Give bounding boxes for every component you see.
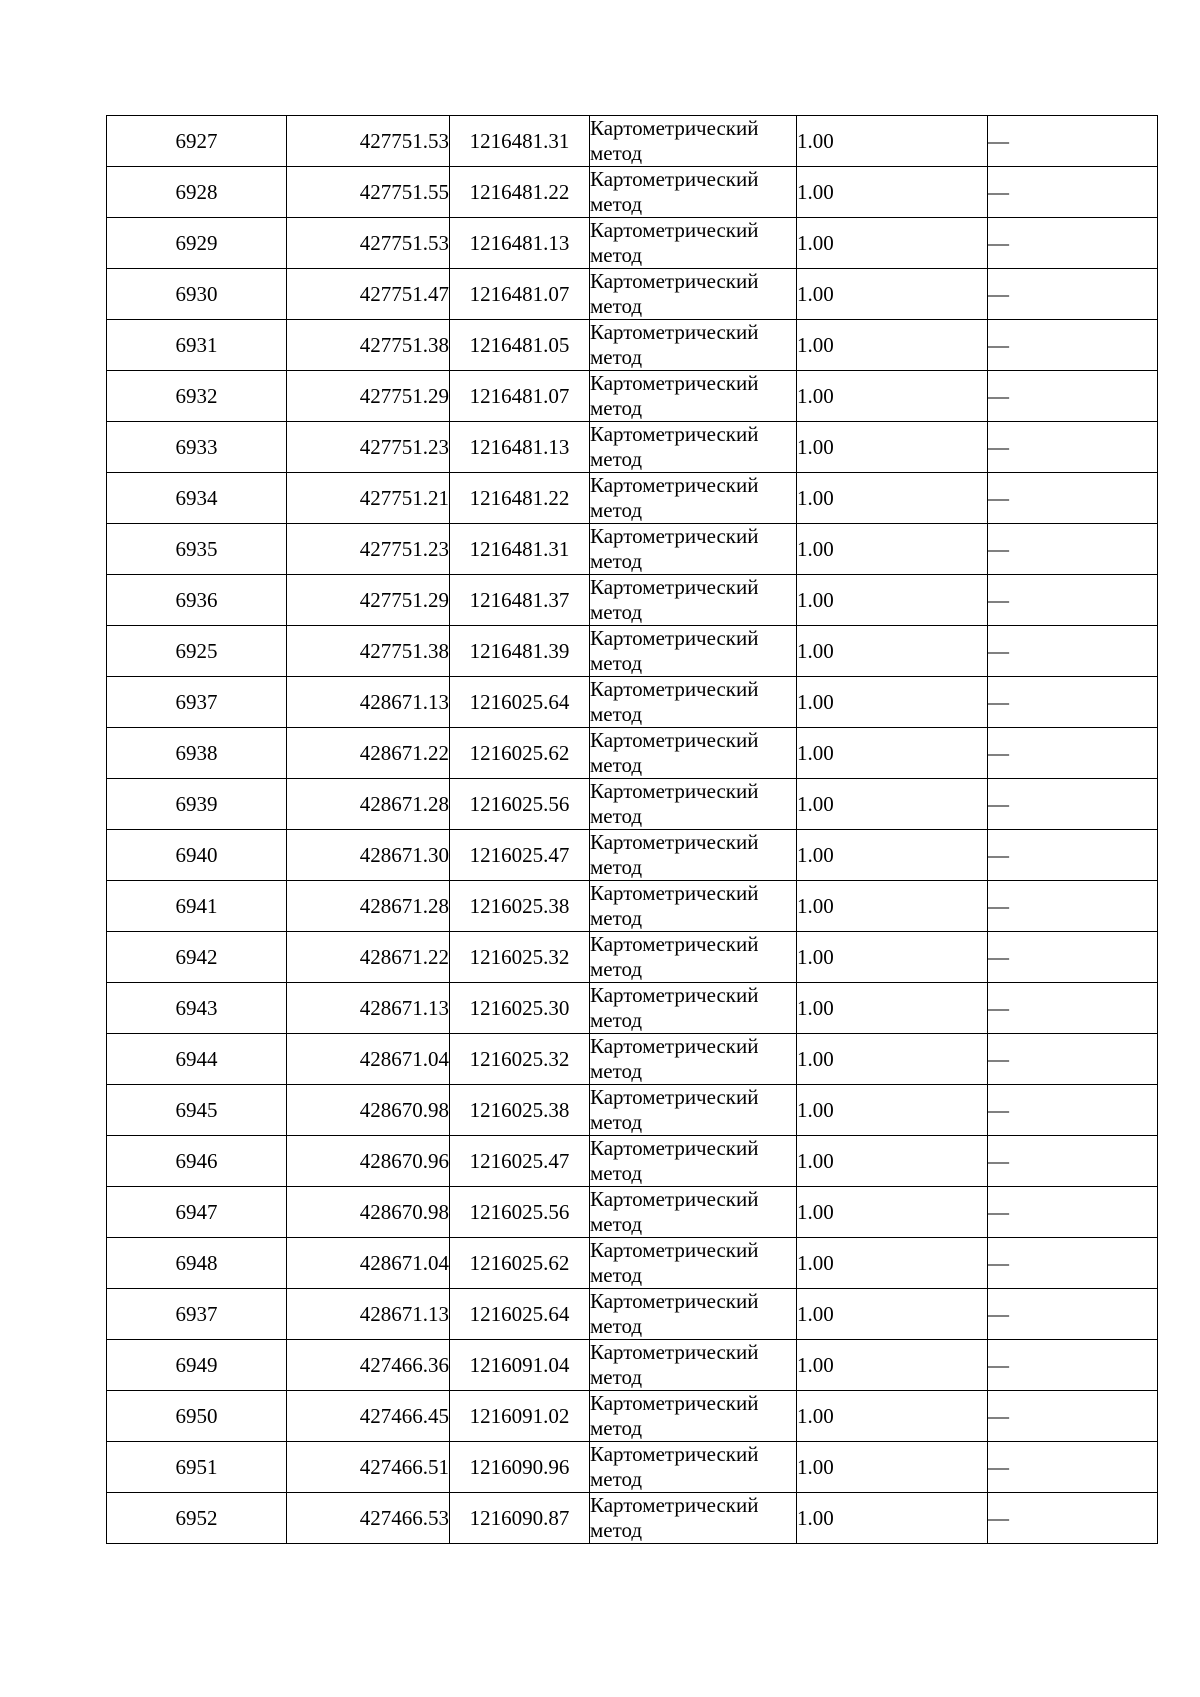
method-line-1: Картометрический: [590, 269, 759, 293]
method-line-2: метод: [590, 1263, 643, 1287]
method-cell: [590, 1136, 797, 1187]
method-line-1: Картометрический: [590, 1085, 759, 1109]
x-coordinate-cell: 428671.04: [287, 1238, 450, 1289]
y-coordinate-cell: 1216025.30: [450, 983, 590, 1034]
point-number-cell: 6932: [107, 371, 287, 422]
x-coordinate-cell: 427751.55: [287, 167, 450, 218]
point-number-cell: 6925: [107, 626, 287, 677]
description-cell: —: [988, 1391, 1158, 1442]
table-row: [107, 932, 1158, 983]
y-coordinate-cell: 1216025.38: [450, 1085, 590, 1136]
accuracy-cell: 1.00: [797, 371, 988, 422]
accuracy-cell: 1.00: [797, 626, 988, 677]
y-coordinate-cell: 1216025.62: [450, 1238, 590, 1289]
description-cell: —: [988, 1340, 1158, 1391]
y-coordinate-cell: 1216481.37: [450, 575, 590, 626]
method-line-2: метод: [590, 600, 643, 624]
accuracy-cell: 1.00: [797, 728, 988, 779]
point-number-cell: 6929: [107, 218, 287, 269]
description-cell: —: [988, 728, 1158, 779]
y-coordinate-cell: 1216025.56: [450, 1187, 590, 1238]
table-row: [107, 1238, 1158, 1289]
table-row: [107, 728, 1158, 779]
method-line-2: метод: [590, 753, 643, 777]
x-coordinate-cell: 428671.04: [287, 1034, 450, 1085]
x-coordinate-cell: 428671.13: [287, 1289, 450, 1340]
x-coordinate-cell: 427466.36: [287, 1340, 450, 1391]
point-number-cell: 6952: [107, 1493, 287, 1544]
method-cell: [590, 575, 797, 626]
method-cell: [590, 1238, 797, 1289]
point-number-cell: 6937: [107, 677, 287, 728]
method-cell: [590, 932, 797, 983]
method-line-2: метод: [590, 1161, 643, 1185]
method-line-2: метод: [590, 243, 643, 267]
description-cell: —: [988, 830, 1158, 881]
x-coordinate-cell: 428670.98: [287, 1187, 450, 1238]
table-row: [107, 1442, 1158, 1493]
description-cell: —: [988, 1187, 1158, 1238]
table-row: [107, 1034, 1158, 1085]
y-coordinate-cell: 1216025.56: [450, 779, 590, 830]
table-row: [107, 830, 1158, 881]
method-cell: [590, 1289, 797, 1340]
table-row: [107, 320, 1158, 371]
accuracy-cell: 1.00: [797, 167, 988, 218]
method-line-2: метод: [590, 957, 643, 981]
x-coordinate-cell: 428671.22: [287, 728, 450, 779]
description-cell: —: [988, 320, 1158, 371]
method-line-2: метод: [590, 804, 643, 828]
accuracy-cell: 1.00: [797, 983, 988, 1034]
method-line-2: метод: [590, 1212, 643, 1236]
method-cell: [590, 116, 797, 167]
accuracy-cell: 1.00: [797, 1187, 988, 1238]
method-line-1: Картометрический: [590, 728, 759, 752]
description-cell: —: [988, 524, 1158, 575]
x-coordinate-cell: 428670.96: [287, 1136, 450, 1187]
y-coordinate-cell: 1216481.13: [450, 422, 590, 473]
method-cell: [590, 320, 797, 371]
point-number-cell: 6947: [107, 1187, 287, 1238]
table-row: [107, 1340, 1158, 1391]
method-line-1: Картометрический: [590, 1391, 759, 1415]
point-number-cell: 6927: [107, 116, 287, 167]
accuracy-cell: 1.00: [797, 116, 988, 167]
accuracy-cell: 1.00: [797, 575, 988, 626]
method-line-2: метод: [590, 651, 643, 675]
method-cell: [590, 1493, 797, 1544]
method-cell: [590, 779, 797, 830]
x-coordinate-cell: 428671.13: [287, 983, 450, 1034]
method-cell: [590, 473, 797, 524]
description-cell: —: [988, 218, 1158, 269]
accuracy-cell: 1.00: [797, 1340, 988, 1391]
description-cell: —: [988, 1442, 1158, 1493]
point-number-cell: 6944: [107, 1034, 287, 1085]
method-line-2: метод: [590, 1467, 643, 1491]
y-coordinate-cell: 1216025.47: [450, 830, 590, 881]
method-line-1: Картометрический: [590, 830, 759, 854]
description-cell: —: [988, 167, 1158, 218]
description-cell: —: [988, 269, 1158, 320]
method-line-2: метод: [590, 1008, 643, 1032]
description-cell: —: [988, 1085, 1158, 1136]
y-coordinate-cell: 1216481.39: [450, 626, 590, 677]
description-cell: —: [988, 983, 1158, 1034]
x-coordinate-cell: 428671.13: [287, 677, 450, 728]
x-coordinate-cell: 427751.29: [287, 371, 450, 422]
method-cell: [590, 728, 797, 779]
method-cell: [590, 1442, 797, 1493]
description-cell: —: [988, 881, 1158, 932]
point-number-cell: 6935: [107, 524, 287, 575]
accuracy-cell: 1.00: [797, 1391, 988, 1442]
accuracy-cell: 1.00: [797, 1442, 988, 1493]
x-coordinate-cell: 427751.53: [287, 116, 450, 167]
point-number-cell: 6931: [107, 320, 287, 371]
point-number-cell: 6949: [107, 1340, 287, 1391]
table-row: [107, 422, 1158, 473]
accuracy-cell: 1.00: [797, 473, 988, 524]
point-number-cell: 6950: [107, 1391, 287, 1442]
point-number-cell: 6951: [107, 1442, 287, 1493]
method-line-2: метод: [590, 396, 643, 420]
point-number-cell: 6936: [107, 575, 287, 626]
method-line-1: Картометрический: [590, 1136, 759, 1160]
method-line-2: метод: [590, 1416, 643, 1440]
x-coordinate-cell: 427751.23: [287, 524, 450, 575]
y-coordinate-cell: 1216025.47: [450, 1136, 590, 1187]
method-line-1: Картометрический: [590, 116, 759, 140]
x-coordinate-cell: 427466.53: [287, 1493, 450, 1544]
y-coordinate-cell: 1216025.64: [450, 1289, 590, 1340]
y-coordinate-cell: 1216025.32: [450, 932, 590, 983]
method-line-1: Картометрический: [590, 626, 759, 650]
accuracy-cell: 1.00: [797, 218, 988, 269]
method-line-2: метод: [590, 498, 643, 522]
method-cell: [590, 626, 797, 677]
method-cell: [590, 1391, 797, 1442]
method-line-2: метод: [590, 855, 643, 879]
description-cell: —: [988, 473, 1158, 524]
table-row: [107, 1493, 1158, 1544]
description-cell: —: [988, 422, 1158, 473]
method-line-1: Картометрический: [590, 524, 759, 548]
accuracy-cell: 1.00: [797, 1034, 988, 1085]
table-row: [107, 371, 1158, 422]
y-coordinate-cell: 1216025.32: [450, 1034, 590, 1085]
table-row: [107, 779, 1158, 830]
method-line-1: Картометрический: [590, 1493, 759, 1517]
method-cell: [590, 167, 797, 218]
accuracy-cell: 1.00: [797, 269, 988, 320]
point-number-cell: 6930: [107, 269, 287, 320]
table-row: [107, 269, 1158, 320]
method-line-1: Картометрический: [590, 779, 759, 803]
y-coordinate-cell: 1216481.05: [450, 320, 590, 371]
description-cell: —: [988, 116, 1158, 167]
accuracy-cell: 1.00: [797, 881, 988, 932]
description-cell: —: [988, 932, 1158, 983]
method-cell: [590, 830, 797, 881]
x-coordinate-cell: 427751.38: [287, 320, 450, 371]
coordinates-table: [106, 115, 1158, 1544]
method-line-2: метод: [590, 294, 643, 318]
table-row: [107, 167, 1158, 218]
table-row: [107, 1085, 1158, 1136]
method-line-1: Картометрический: [590, 677, 759, 701]
point-number-cell: 6937: [107, 1289, 287, 1340]
accuracy-cell: 1.00: [797, 830, 988, 881]
accuracy-cell: 1.00: [797, 932, 988, 983]
point-number-cell: 6928: [107, 167, 287, 218]
y-coordinate-cell: 1216481.31: [450, 116, 590, 167]
method-cell: [590, 983, 797, 1034]
method-line-2: метод: [590, 192, 643, 216]
table-row: [107, 1391, 1158, 1442]
y-coordinate-cell: 1216025.64: [450, 677, 590, 728]
method-line-1: Картометрический: [590, 1289, 759, 1313]
description-cell: —: [988, 1034, 1158, 1085]
description-cell: —: [988, 1493, 1158, 1544]
x-coordinate-cell: 427751.23: [287, 422, 450, 473]
table-body: [107, 116, 1158, 1544]
accuracy-cell: 1.00: [797, 320, 988, 371]
method-cell: [590, 1187, 797, 1238]
method-line-2: метод: [590, 345, 643, 369]
table-row: [107, 218, 1158, 269]
accuracy-cell: 1.00: [797, 677, 988, 728]
point-number-cell: 6938: [107, 728, 287, 779]
point-number-cell: 6942: [107, 932, 287, 983]
method-line-1: Картометрический: [590, 1442, 759, 1466]
accuracy-cell: 1.00: [797, 1136, 988, 1187]
point-number-cell: 6943: [107, 983, 287, 1034]
method-line-1: Картометрический: [590, 167, 759, 191]
description-cell: —: [988, 575, 1158, 626]
point-number-cell: 6945: [107, 1085, 287, 1136]
accuracy-cell: 1.00: [797, 779, 988, 830]
description-cell: —: [988, 626, 1158, 677]
table-row: [107, 626, 1158, 677]
accuracy-cell: 1.00: [797, 1238, 988, 1289]
method-line-1: Картометрический: [590, 1034, 759, 1058]
y-coordinate-cell: 1216091.04: [450, 1340, 590, 1391]
description-cell: —: [988, 371, 1158, 422]
y-coordinate-cell: 1216090.96: [450, 1442, 590, 1493]
method-line-2: метод: [590, 447, 643, 471]
description-cell: —: [988, 677, 1158, 728]
y-coordinate-cell: 1216481.31: [450, 524, 590, 575]
table-row: [107, 677, 1158, 728]
accuracy-cell: 1.00: [797, 1289, 988, 1340]
method-cell: [590, 218, 797, 269]
y-coordinate-cell: 1216481.07: [450, 269, 590, 320]
method-line-2: метод: [590, 141, 643, 165]
accuracy-cell: 1.00: [797, 422, 988, 473]
method-line-1: Картометрический: [590, 218, 759, 242]
accuracy-cell: 1.00: [797, 524, 988, 575]
x-coordinate-cell: 427751.38: [287, 626, 450, 677]
y-coordinate-cell: 1216481.13: [450, 218, 590, 269]
table-row: [107, 1136, 1158, 1187]
y-coordinate-cell: 1216481.22: [450, 473, 590, 524]
point-number-cell: 6946: [107, 1136, 287, 1187]
method-line-2: метод: [590, 549, 643, 573]
method-cell: [590, 524, 797, 575]
method-line-2: метод: [590, 1314, 643, 1338]
method-line-2: метод: [590, 1365, 643, 1389]
method-line-1: Картометрический: [590, 320, 759, 344]
x-coordinate-cell: 428671.22: [287, 932, 450, 983]
table-row: [107, 1187, 1158, 1238]
y-coordinate-cell: 1216025.38: [450, 881, 590, 932]
method-line-1: Картометрический: [590, 881, 759, 905]
x-coordinate-cell: 427466.45: [287, 1391, 450, 1442]
method-line-1: Картометрический: [590, 932, 759, 956]
method-cell: [590, 1085, 797, 1136]
y-coordinate-cell: 1216025.62: [450, 728, 590, 779]
method-cell: [590, 1340, 797, 1391]
point-number-cell: 6933: [107, 422, 287, 473]
x-coordinate-cell: 428671.28: [287, 779, 450, 830]
table-row: [107, 983, 1158, 1034]
method-line-2: метод: [590, 1518, 643, 1542]
x-coordinate-cell: 427751.21: [287, 473, 450, 524]
method-line-2: метод: [590, 1110, 643, 1134]
method-line-1: Картометрический: [590, 1340, 759, 1364]
table-row: [107, 116, 1158, 167]
point-number-cell: 6940: [107, 830, 287, 881]
method-cell: [590, 1034, 797, 1085]
method-line-1: Картометрический: [590, 575, 759, 599]
description-cell: —: [988, 1136, 1158, 1187]
description-cell: —: [988, 779, 1158, 830]
description-cell: —: [988, 1238, 1158, 1289]
accuracy-cell: 1.00: [797, 1085, 988, 1136]
method-line-1: Картометрический: [590, 473, 759, 497]
method-cell: [590, 269, 797, 320]
x-coordinate-cell: 428671.28: [287, 881, 450, 932]
method-line-2: метод: [590, 1059, 643, 1083]
table-row: [107, 1289, 1158, 1340]
table-row: [107, 575, 1158, 626]
method-line-2: метод: [590, 702, 643, 726]
method-line-1: Картометрический: [590, 371, 759, 395]
y-coordinate-cell: 1216090.87: [450, 1493, 590, 1544]
y-coordinate-cell: 1216481.22: [450, 167, 590, 218]
x-coordinate-cell: 428670.98: [287, 1085, 450, 1136]
method-cell: [590, 677, 797, 728]
x-coordinate-cell: 427751.53: [287, 218, 450, 269]
table-row: [107, 524, 1158, 575]
method-line-1: Картометрический: [590, 422, 759, 446]
x-coordinate-cell: 427751.29: [287, 575, 450, 626]
method-cell: [590, 371, 797, 422]
method-line-1: Картометрический: [590, 983, 759, 1007]
description-cell: —: [988, 1289, 1158, 1340]
y-coordinate-cell: 1216091.02: [450, 1391, 590, 1442]
point-number-cell: 6948: [107, 1238, 287, 1289]
x-coordinate-cell: 427466.51: [287, 1442, 450, 1493]
point-number-cell: 6941: [107, 881, 287, 932]
method-line-1: Картометрический: [590, 1187, 759, 1211]
table-row: [107, 881, 1158, 932]
method-cell: [590, 881, 797, 932]
x-coordinate-cell: 427751.47: [287, 269, 450, 320]
method-line-1: Картометрический: [590, 1238, 759, 1262]
accuracy-cell: 1.00: [797, 1493, 988, 1544]
y-coordinate-cell: 1216481.07: [450, 371, 590, 422]
table-row: [107, 473, 1158, 524]
x-coordinate-cell: 428671.30: [287, 830, 450, 881]
method-line-2: метод: [590, 906, 643, 930]
point-number-cell: 6934: [107, 473, 287, 524]
point-number-cell: 6939: [107, 779, 287, 830]
method-cell: [590, 422, 797, 473]
